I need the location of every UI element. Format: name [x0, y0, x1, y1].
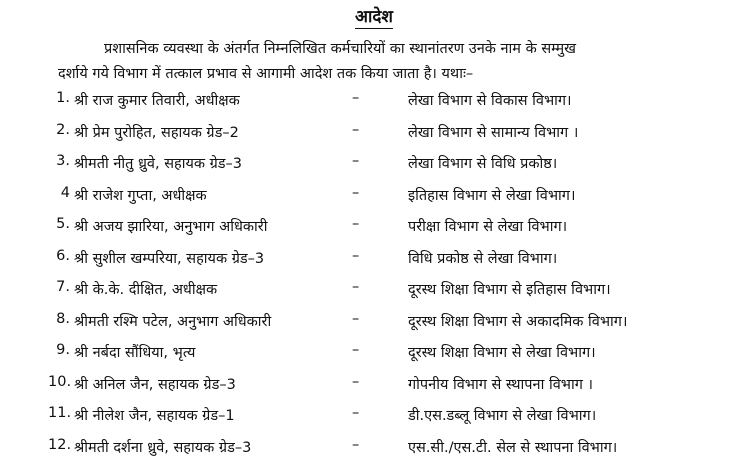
employee-name: श्री अनिल जैन, सहायक ग्रेड–3 — [74, 374, 236, 394]
list-item — [0, 242, 748, 274]
transfer-detail: डी.एस.डब्लू विभाग से लेखा विभाग। — [408, 405, 596, 425]
transfer-detail: दूरस्थ शिक्षा विभाग से इतिहास विभाग। — [408, 279, 611, 299]
separator-dash: – — [352, 374, 359, 390]
separator-dash: – — [352, 311, 359, 327]
entry-number: 5. — [48, 216, 70, 232]
employee-name: श्री अजय झारिया, अनुभाग अधिकारी — [74, 216, 267, 236]
transfer-detail: लेखा विभाग से सामान्य विभाग । — [408, 122, 578, 142]
transfer-detail: एस.सी./एस.टी. सेल से स्थापना विभाग। — [408, 437, 617, 457]
employee-name: श्री राज कुमार तिवारी, अधीक्षक — [74, 90, 240, 110]
employee-name: श्रीमती दर्शना ध्रुवे, सहायक ग्रेड–3 — [74, 437, 251, 457]
entry-number: 12. — [48, 437, 70, 453]
entry-number: 4 — [48, 185, 70, 201]
entry-number: 9. — [48, 342, 70, 358]
entry-number: 7. — [48, 279, 70, 295]
entry-number: 2. — [48, 122, 70, 138]
list-item — [0, 147, 748, 179]
transfer-detail: गोपनीय विभाग से स्थापना विभाग । — [408, 374, 593, 394]
separator-dash: – — [352, 248, 359, 264]
separator-dash: – — [352, 90, 359, 106]
list-item — [0, 179, 748, 211]
employee-name: श्री नर्बदा सौंधिया, भृत्य — [74, 342, 195, 362]
employee-name: श्रीमती रश्मि पटेल, अनुभाग अधिकारी — [74, 311, 271, 331]
list-item — [0, 273, 748, 305]
list-item — [0, 210, 748, 242]
employee-name: श्री सुशील खम्परिया, सहायक ग्रेड–3 — [74, 248, 264, 268]
list-item — [0, 368, 748, 400]
entry-number: 3. — [48, 153, 70, 169]
transfer-list — [0, 84, 748, 462]
transfer-detail: लेखा विभाग से विकास विभाग। — [408, 90, 572, 110]
entry-number: 8. — [48, 311, 70, 327]
entry-number: 11. — [48, 405, 70, 421]
separator-dash: – — [352, 153, 359, 169]
entry-number: 6. — [48, 248, 70, 264]
employee-name: श्रीमती नीतु ध्रुवे, सहायक ग्रेड–3 — [74, 153, 242, 173]
list-item — [0, 431, 748, 462]
separator-dash: – — [352, 185, 359, 201]
list-item — [0, 305, 748, 337]
transfer-detail: दूरस्थ शिक्षा विभाग से अकादमिक विभाग। — [408, 311, 627, 331]
separator-dash: – — [352, 122, 359, 138]
document-title-text: आदेश — [355, 7, 393, 29]
list-item — [0, 84, 748, 116]
employee-name: श्री राजेश गुप्ता, अधीक्षक — [74, 185, 207, 205]
document-title — [0, 4, 748, 27]
entry-number: 1. — [48, 90, 70, 106]
employee-name: श्री नीलेश जैन, सहायक ग्रेड–1 — [74, 405, 235, 425]
separator-dash: – — [352, 342, 359, 358]
transfer-detail: लेखा विभाग से विधि प्रकोष्ठ। — [408, 153, 557, 173]
separator-dash: – — [352, 437, 359, 453]
transfer-detail: विधि प्रकोष्ठ से लेखा विभाग। — [408, 248, 557, 268]
transfer-detail: इतिहास विभाग से लेखा विभाग। — [408, 185, 575, 205]
list-item — [0, 336, 748, 368]
entry-number: 10. — [48, 374, 70, 390]
list-item — [0, 116, 748, 148]
separator-dash: – — [352, 216, 359, 232]
transfer-detail: दूरस्थ शिक्षा विभाग से लेखा विभाग। — [408, 342, 596, 362]
employee-name: श्री के.के. दीक्षित, अधीक्षक — [74, 279, 217, 299]
separator-dash: – — [352, 279, 359, 295]
intro-line-2: दर्शाये गये विभाग में तत्काल प्रभाव से आगामी आदेश तक किया जाता है। यथाः– — [58, 63, 748, 83]
employee-name: श्री प्रेम पुरोहित, सहायक ग्रेड–2 — [74, 122, 239, 142]
intro-line-1: प्रशासनिक व्यवस्था के अंतर्गत निम्नलिखित कर्मचारियों का स्थानांतरण उनके नाम के सम्मुख — [104, 38, 748, 58]
list-item — [0, 399, 748, 431]
separator-dash: – — [352, 405, 359, 421]
transfer-detail: परीक्षा विभाग से लेखा विभाग। — [408, 216, 567, 236]
